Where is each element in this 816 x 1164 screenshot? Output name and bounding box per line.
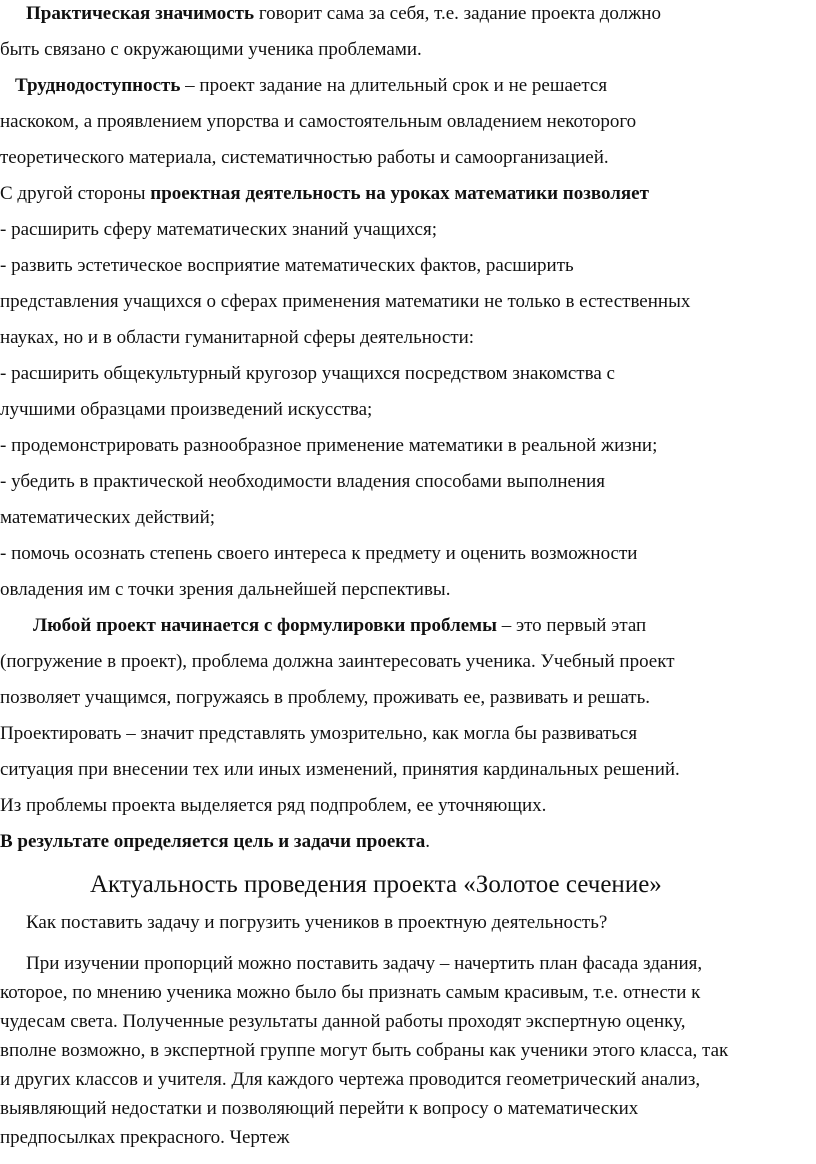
p6-line: и других классов и учителя. Для каждого чертежа проводится геометрический анализ, — [0, 1069, 701, 1090]
list-item: представления учащихся о сферах применения математики не только в естественных — [0, 291, 691, 312]
p4-line: ситуация при внесении тех или иных изменений, принятия кардинальных решений. — [0, 759, 680, 780]
p6-line: предпосылках прекрасного. Чертеж — [0, 1127, 290, 1148]
list-item: - развить эстетическое восприятие математических фактов, расширить — [0, 255, 574, 276]
list-item: - убедить в практической необходимости владения способами выполнения — [0, 471, 606, 492]
p2-line-1 — [15, 75, 607, 97]
p4-line-1 — [33, 615, 646, 637]
result-bold-text: В результате определяется цель и задачи проекта — [0, 831, 426, 852]
p4-line: Из проблемы проекта выделяется ряд подпроблем, ее уточняющих. — [0, 795, 547, 816]
p3-bold-text: проектная деятельность на уроках математики позволяет — [150, 183, 649, 204]
p2-line-2: наскоком, а проявлением упорства и самостоятельным овладением некоторого — [0, 111, 637, 132]
p6-line: вполне возможно, в экспертной группе могут быть собраны как ученики этого класса, так — [0, 1040, 729, 1061]
p3-line-1 — [0, 183, 649, 205]
list-item: математических действий; — [0, 507, 216, 528]
p2-line-3: теоретического материала, систематичностью работы и самоорганизацией. — [0, 147, 609, 168]
p6-line: которое, по мнению ученика можно было бы признать самым красивым, т.е. отнести к — [0, 982, 701, 1003]
p1-bold-term: Практическая значимость — [26, 3, 255, 24]
p1-line-1-text: говорит сама за себя, т.е. задание проекта должно — [254, 3, 661, 24]
p4-line: (погружение в проект), проблема должна заинтересовать ученика. Учебный проект — [0, 651, 675, 672]
p6-line: выявляющий недостатки и позволяющий перейти к вопросу о математических — [0, 1098, 639, 1119]
section-heading: Актуальность проведения проекта «Золотое сечение» — [90, 871, 662, 898]
list-item: науках, но и в области гуманитарной сферы деятельности: — [0, 327, 475, 348]
list-item: лучшими образцами произведений искусства; — [0, 399, 373, 420]
p6-line: чудесам света. Полученные результаты данной работы проходят экспертную оценку, — [0, 1011, 686, 1032]
p4-line: Проектировать – значит представлять умозрительно, как могла бы развиваться — [0, 723, 638, 744]
list-item: - расширить общекультурный кругозор учащихся посредством знакомства с — [0, 363, 615, 384]
question-line: Как поставить задачу и погрузить учеников в проектную деятельность? — [26, 912, 608, 933]
p4-line: позволяет учащимся, погружаясь в проблему, проживать ее, развивать и решать. — [0, 687, 651, 708]
list-item: - расширить сферу математических знаний учащихся; — [0, 219, 438, 240]
list-item: - продемонстрировать разнообразное применение математики в реальной жизни; — [0, 435, 658, 456]
p3-intro-text: С другой стороны — [0, 183, 151, 204]
p2-bold-term: Труднодоступность — [15, 75, 181, 96]
p1-line-2: быть связано с окружающими ученика проблемами. — [0, 39, 422, 60]
list-item: - помочь осознать степень своего интереса к предмету и оценить возможности — [0, 543, 638, 564]
p4-bold-text: Любой проект начинается с формулировки проблемы — [33, 615, 497, 636]
p1-line-1 — [26, 3, 661, 25]
p6-line: При изучении пропорций можно поставить задачу – начертить план фасада здания, — [26, 953, 703, 974]
result-period: . — [425, 831, 431, 852]
p2-line-1-text: – проект задание на длительный срок и не решается — [180, 75, 608, 96]
list-item: овладения им с точки зрения дальнейшей перспективы. — [0, 579, 451, 600]
result-line — [0, 831, 430, 853]
p4-line-1-text: – это первый этап — [496, 615, 647, 636]
